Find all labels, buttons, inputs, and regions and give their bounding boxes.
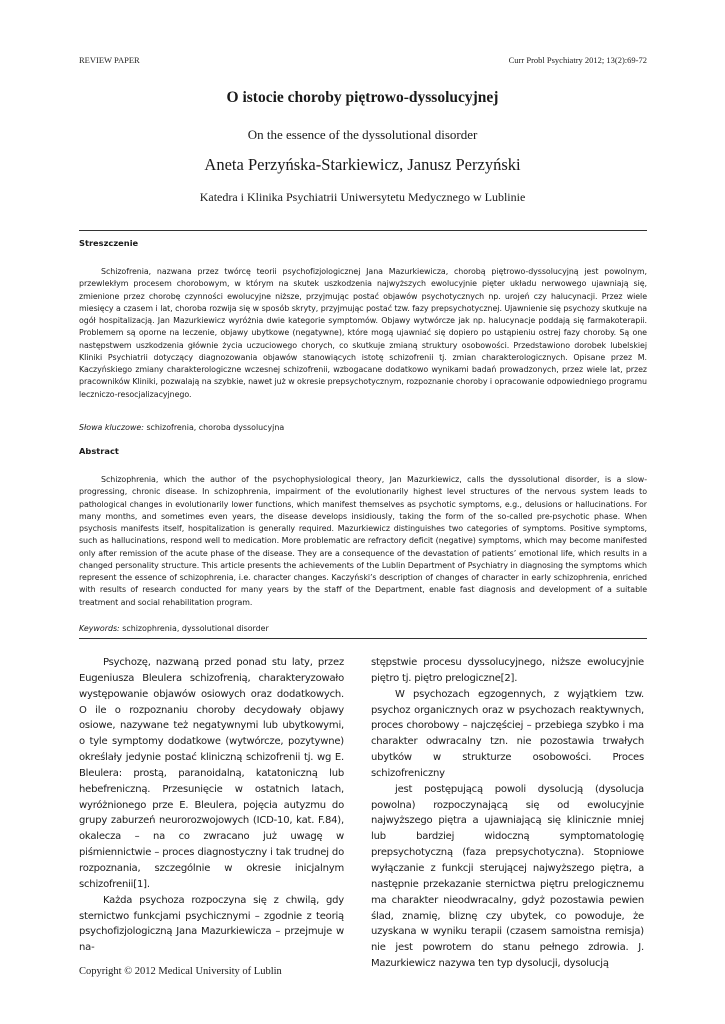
body-paragraph: W psychozach egzogennych, z wyjątkiem tzw. psychoz organicznych oraz w psychozach reaktywnych, proces chorobowy – najczęściej – przebiega szybko i ma charakter odwracalny tzn. nie pozostawia trwałych ubytków w strukturze osobowości. Proces schizofreniczny bbox=[371, 688, 644, 779]
body-paragraph: stępstwie procesu dyssolucyjnego, niższe ewolucyjnie piętro tj. piętro prelogiczne[2]. bbox=[371, 657, 644, 684]
abstract-body: Schizophrenia, which the author of the psychophysiological theory, Jan Mazurkiewicz, calls the dyssolutional disorder, is a slow-progressing, chronic disease. In schizophrenia, impairment of the evolutionarily highest level structures of the nervous system leads to pathological changes in evolutionarily lower functions, which manifest themselves as psychotic symptoms, e.g., delusions or hallucinations. For many months, and sometimes even years, the disease develops insidiously, taking the form of the so-called pre-psychotic phase. When psychosis manifests itself, hospitalization is generally required. Mazurkiewicz distinguishes two categories of symptoms. Positive symptoms, such as hallucinations, respond well to medication. More problematic are refractory deficit (negative) symptoms, which may become manifested only after remission of the acute phase of the disease. They are a consequence of the devastation of patients’ emotional life, which results in a changed personality structure. This article presents the achievements of the Lublin Department of Psychiatry in diagnosing the symptoms which represent the essence of schizophrenia, i.e. character changes. Kaczyński’s description of changes of character in early schizophrenia, enriched with results of research conducted for many years by the staff of the Department, enable fast diagnosis and development of a suitable treatment and social rehabilitation program. bbox=[79, 475, 647, 607]
copyright-footer: Copyright © 2012 Medical University of Lublin bbox=[79, 966, 282, 977]
body-paragraph: Każda psychoza rozpoczyna się z chwilą, gdy sternictwo funkcjami psychicznymi – zgodnie z teorią psychofizjologiczną Jana Mazurkiewicza – przejmuje w na- bbox=[79, 894, 344, 954]
polish-keywords-label: Słowa kluczowe: bbox=[79, 423, 144, 432]
polish-keywords-text: schizofrenia, choroba dyssolucyjna bbox=[143, 423, 285, 432]
divider-mid bbox=[79, 638, 647, 639]
affiliation: Katedra i Klinika Psychiatrii Uniwersytetu Medycznego w Lublinie bbox=[199, 190, 526, 204]
polish-keywords bbox=[79, 423, 284, 432]
english-keywords-text: schizophrenia, dyssolutional disorder bbox=[119, 624, 269, 633]
citation-info: Curr Probl Psychiatry 2012; 13(2):69-72 bbox=[508, 55, 647, 65]
journal-section-label: REVIEW PAPER bbox=[79, 55, 140, 65]
divider-top bbox=[79, 230, 647, 231]
article-title: O istocie choroby piętrowo-dyssolucyjnej bbox=[226, 89, 499, 106]
authors: Aneta Perzyńska-Starkiewicz, Janusz Perzyński bbox=[204, 155, 521, 174]
abstract-heading: Abstract bbox=[79, 446, 119, 456]
body-column-left bbox=[79, 655, 344, 956]
english-keywords-label: Keywords: bbox=[79, 624, 120, 633]
english-keywords bbox=[79, 624, 269, 633]
body-paragraph: jest postępującą powoli dysolucją (dysolucja powolna) rozpoczynającą się od ewolucyjnie najwyższego piętra a ujawniającą się klinicznie mniej lub bardziej widoczną symptomatologię prepsychotyczną (faza prepsychotyczna). Stopniowe wyłączanie z funkcji sterującej najwyższego piętra, a następnie przekazanie sternictwa piętru prelogicznemu ma charakter nieodwracalny, gdyż pozostawia pewien ślad, znamię, bliznę czy ubytek, co powoduje, że uzyskana w wyniku terapii (czasem samoistna remisja) nie jest powrotem do stanu pełnego zdrowia. J. Mazurkiewicz nazywa ten typ dysolucji, dysolucją bbox=[371, 783, 644, 970]
body-column-right bbox=[371, 655, 644, 972]
body-paragraph: Psychozę, nazwaną przed ponad stu laty, przez Eugeniusza Bleulera schizofrenią, charakteryzowało występowanie objawów osiowych oraz dodatkowych. O ile o rozpoznaniu choroby decydowały objawy osiowe, nazywane też negatywnymi lub ubytkowymi, o tyle symptomy dodatkowe (wytwórcze, pozytywne) określały jedynie postać kliniczną schizofrenii tj. wg E. Bleulera: prostą, paranoidalną, katatoniczną lub hebefreniczną. Przesunięcie w ostatnich latach, wyróżnionego prze E. Bleulera, pojęcia autyzmu do grupy zaburzeń neurorozwojowych (ICD-10, kat. F.84), okalecza – na co zwracano już uwagę w piśmiennictwie – proces diagnostyczny i tak trudnej do rozpoznania, szczególnie w okresie inicjalnym schizofrenii[1]. bbox=[79, 657, 344, 890]
article-subtitle: On the essence of the dyssolutional disorder bbox=[247, 127, 478, 142]
streszczenie-heading: Streszczenie bbox=[79, 238, 139, 248]
streszczenie-body: Schizofrenia, nazwana przez twórcę teorii psychofizjologicznej Jana Mazurkiewicza, chorobą piętrowo-dyssolucyjną jest powolnym, przewlekłym procesem chorobowym, w którym na skutek uszkodzenia najwyższych ewolucyjnie pięter układu nerwowego ujawniają się, zmienione przez chorobę czynności ewolucyjne niższe, przyjmując postać objawów psychotycznych np. urojeń czy halucynacji. Przez wiele miesięcy a czasem i lat, choroba rozwija się w sposób skryty, przyjmując postać tzw. fazy prepsychotycznej. Ujawnienie się psychozy skutkuje na ogół hospitalizacją. Jan Mazurkiewicz wyróżnia dwie kategorie symptomów. Objawy wytwórcze jak np. halucynacje poddają się farmakoterapii. Problemem są oporne na leczenie, objawy ubytkowe (negatywne), które mogą ujawniać się dopiero po ustąpieniu ostrej fazy choroby. Są one następstwem uszkodzenia głównie życia uczuciowego chorych, co skutkuje zmianą struktury osobowości. Przedstawiono dorobek lubelskiej Kliniki Psychiatrii dotyczący diagnozowania objawów stanowiących istotę schizofrenii tj. zmian charakterologicznych. Opisane przez M. Kaczyńskiego zmiany charakterologiczne wczesnej schizofrenii, wzbogacane dodatkowo wynikami badań prowadzonych, przez wiele lat, przez pracowników Kliniki, pozwalają na szybkie, nawet już w okresie prepsychotycznym, rozpoznanie choroby i opracowanie odpowiedniego programu leczniczo-resocjalizacyjnego. bbox=[79, 267, 647, 399]
